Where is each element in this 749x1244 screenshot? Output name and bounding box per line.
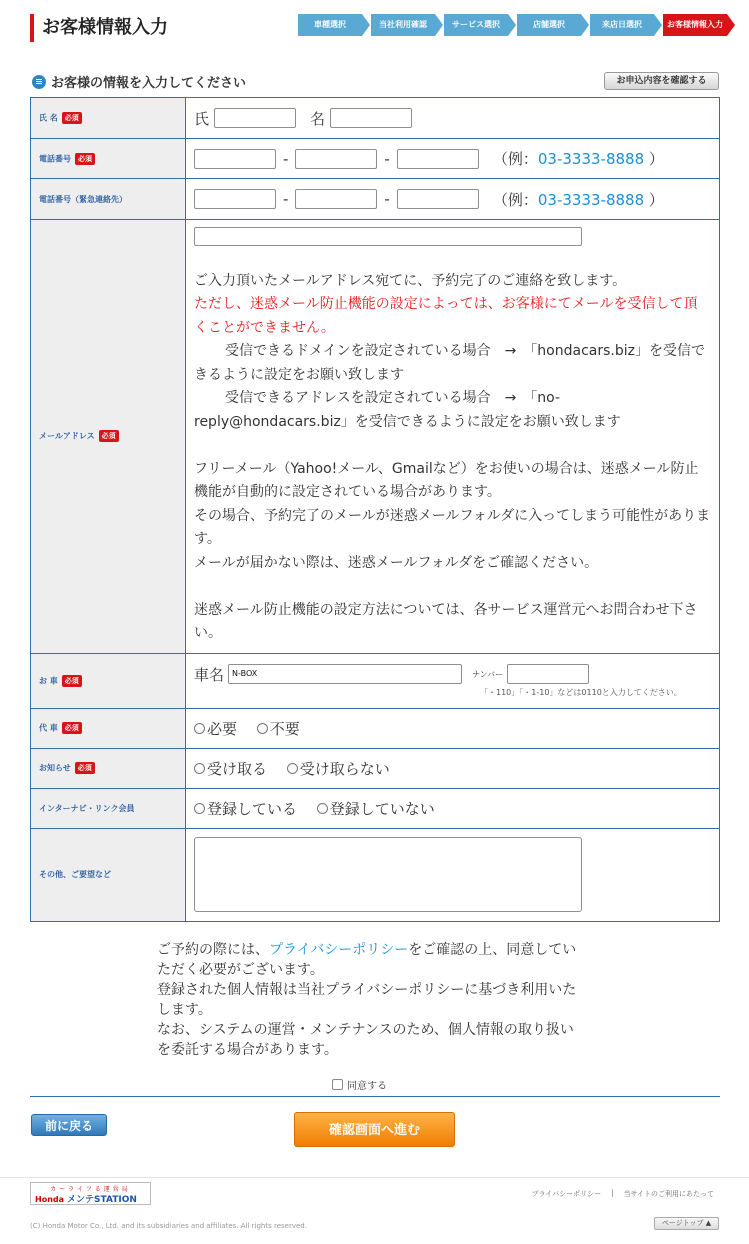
radio-circle-icon — [257, 723, 268, 734]
internavi-not-registered-radio[interactable]: 登録していない — [317, 798, 435, 819]
email-label: メールアドレス 必須 — [31, 220, 186, 654]
family-name-prefix: 氏 — [194, 109, 210, 128]
family-name-input[interactable] — [214, 108, 296, 128]
back-button[interactable]: 前に戻る — [31, 1114, 107, 1136]
car-number-note: 「・110」「・1-10」などは0110と入力してください。 — [480, 687, 682, 697]
copyright: (C) Honda Motor Co., Ltd. and its subsidiaries and affiliates. All rights reserved. — [30, 1222, 307, 1230]
substitute-car-label: 代 車 必須 — [31, 708, 186, 748]
email-warning: ただし、迷惑メール防止機能の設定によっては、お客様にてメールを受信して頂くことができません。 — [194, 296, 698, 336]
page-top-button[interactable]: ページトップ ▲ — [654, 1217, 719, 1230]
radio-circle-icon — [194, 803, 205, 814]
car-number-prefix: ナンバー — [472, 669, 504, 679]
footer-links: プライバシーポリシー | 当サイトのご利用にあたって — [531, 1189, 714, 1198]
substitute-not-needed-radio[interactable]: 不要 — [257, 718, 300, 739]
other-requests-label: その他、ご要望など — [31, 828, 186, 921]
internavi-label: インターナビ・リンク会員 — [31, 788, 186, 828]
required-badge: 必須 — [62, 675, 82, 687]
page-title-text: お客様情報入力 — [42, 17, 168, 38]
given-name-input[interactable] — [330, 108, 412, 128]
page-title — [30, 14, 168, 42]
step-indicator — [298, 14, 736, 36]
emergency-phone-input-2[interactable] — [295, 189, 377, 209]
given-name-prefix: 名 — [310, 109, 326, 128]
required-badge: 必須 — [99, 430, 119, 442]
honda-mente-station-logo[interactable]: カーライフる運営局 Honda メンテSTATION — [30, 1182, 151, 1205]
required-badge: 必須 — [75, 762, 95, 774]
customer-form-table: 氏 名 必須 氏 名 電話番号 必須 - - （例：03-3333-8888 ） 電話番号（緊急連絡先） - - （例：03-3333-8888 ） メールアドレス 必須 ご入力頂いたメールアドレス宛てに、予約完了のご連絡を致します。 ただし、迷惑メール防止機能の設定によっては、お客様にてメールを受信して頂くことができません。 受信できるドメインを設定されている場合 → 「hondacars.biz」を受信できるように設定をお願い致します 受信できるアドレスを設定されている場合 → 「no-reply@hondacars.biz」を受信できるように設定をお願い致します フリーメール（Yahoo!メール、Gmailなど）をお使いの場合は、迷惑メール防止機能が自動的に設定されている場合があります。 その場合、予約完了のメールが迷惑メールフォルダに入ってしまう可能性があります。 メールが届かない際は、迷惑メールフォルダをご確認ください。 迷惑メール防止機能の設定方法については、各サービス運営元へお問合わせ下さい。 お 車 必須 車名 N-BOX ナンバー 「・110」「・1-10」などは0110と入力してください。 代 車 必須 必要 不要 お知らせ 必須 受け取る 受け取らない インターナビ・リンク会員 登録している 登録していない その他、ご要望など — [30, 97, 720, 922]
car-name-input[interactable]: N-BOX — [228, 664, 462, 684]
notice-decline-radio[interactable]: 受け取らない — [287, 758, 390, 779]
agree-checkbox[interactable]: 同意する — [332, 1077, 387, 1092]
radio-circle-icon — [194, 723, 205, 734]
required-badge: 必須 — [62, 112, 82, 124]
internavi-registered-radio[interactable]: 登録している — [194, 798, 297, 819]
phone-label: 電話番号 必須 — [31, 139, 186, 179]
phone-input-2[interactable] — [295, 149, 377, 169]
notice-receive-radio[interactable]: 受け取る — [194, 758, 267, 779]
step-usage-check: 当社利用確認 — [371, 14, 435, 36]
required-badge: 必須 — [62, 722, 82, 734]
step-customer-info: お客様情報入力 — [663, 14, 727, 36]
emergency-phone-label: 電話番号（緊急連絡先） — [31, 179, 186, 220]
proceed-to-confirm-button[interactable]: 確認画面へ進む — [294, 1112, 455, 1147]
car-number-input[interactable] — [507, 664, 589, 684]
privacy-policy-link[interactable]: プライバシーポリシー — [269, 942, 409, 958]
step-service-select: サービス選択 — [444, 14, 508, 36]
confirm-application-button[interactable]: お申込内容を確認する — [604, 72, 719, 90]
divider — [30, 1096, 720, 1097]
footer-privacy-link[interactable]: プライバシーポリシー — [531, 1190, 602, 1198]
emergency-phone-input-1[interactable] — [194, 189, 276, 209]
email-input[interactable] — [194, 227, 582, 246]
phone-input-3[interactable] — [397, 149, 479, 169]
radio-circle-icon — [194, 763, 205, 774]
footer-divider — [0, 1177, 749, 1178]
name-label: 氏 名 必須 — [31, 98, 186, 139]
checkbox-icon — [332, 1079, 343, 1090]
footer-terms-link[interactable]: 当サイトのご利用にあたって — [623, 1190, 714, 1198]
other-requests-textarea[interactable] — [194, 837, 582, 912]
substitute-needed-radio[interactable]: 必要 — [194, 718, 237, 739]
step-date-select: 来店日選択 — [590, 14, 654, 36]
step-car-select: 車種選択 — [298, 14, 362, 36]
required-badge: 必須 — [75, 153, 95, 165]
car-name-prefix: 車名 — [194, 665, 225, 684]
car-label: お 車 必須 — [31, 653, 186, 708]
radio-circle-icon — [287, 763, 298, 774]
section-heading — [32, 72, 246, 91]
emergency-phone-input-3[interactable] — [397, 189, 479, 209]
list-icon — [32, 75, 46, 89]
section-heading-text: お客様の情報を入力してください — [51, 76, 247, 91]
step-store-select: 店舗選択 — [517, 14, 581, 36]
emergency-phone-example: （例：03-3333-8888 ） — [492, 190, 664, 209]
privacy-agreement-text: ご予約の際には、プライバシーポリシーをご確認の上、同意していただく必要がございます。 登録された個人情報は当社プライバシーポリシーに基づき利用いたします。 なお、システムの運営・メンテナンスのため、個人情報の取り扱いを委託する場合があります。 — [157, 942, 577, 1058]
radio-circle-icon — [317, 803, 328, 814]
phone-input-1[interactable] — [194, 149, 276, 169]
email-notice: ご入力頂いたメールアドレス宛てに、予約完了のご連絡を致します。 ただし、迷惑メール防止機能の設定によっては、お客様にてメールを受信して頂くことができません。 受信できるドメインを設定されている場合 → 「hondacars.biz」を受信できるように設定をお願い致します 受信できるアドレスを設定されている場合 → 「no-reply@hondacars.biz」を受信できるように設定をお願い致します フリーメール（Yahoo!メール、Gmailなど）をお使いの場合は、迷惑メール防止機能が自動的に設定されている場合があります。 その場合、予約完了のメールが迷惑メールフォルダに入ってしまう可能性があります。 メールが届かない際は、迷惑メールフォルダをご確認ください。 迷惑メール防止機能の設定方法については、各サービス運営元へお問合わせ下さい。 — [194, 220, 711, 653]
phone-example: （例：03-3333-8888 ） — [492, 150, 664, 168]
notice-label: お知らせ 必須 — [31, 748, 186, 788]
